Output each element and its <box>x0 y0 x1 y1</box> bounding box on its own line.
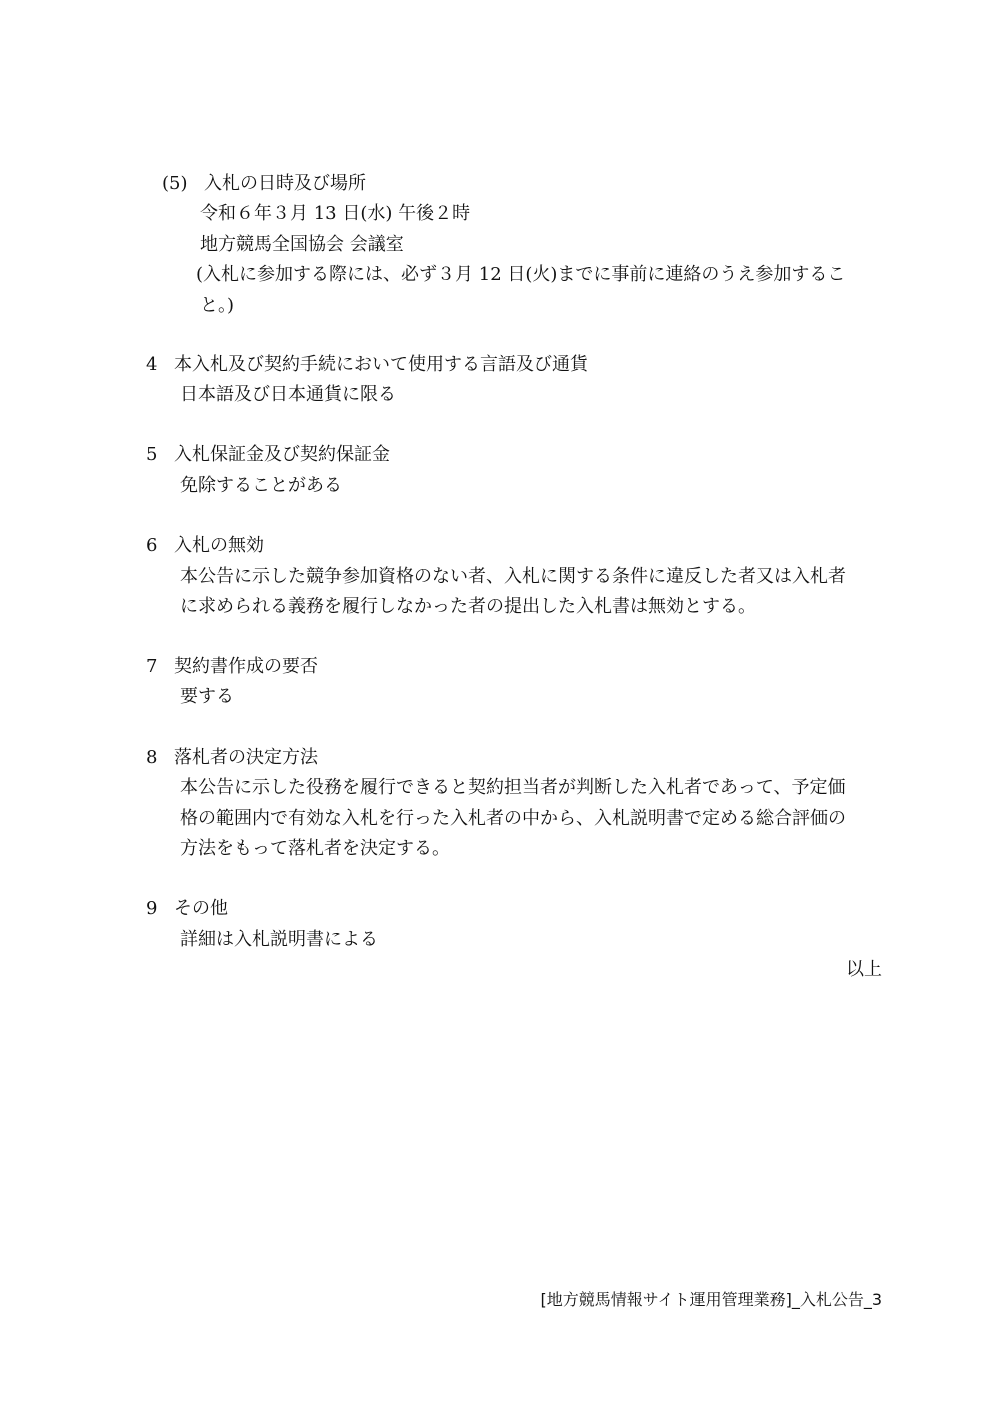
section-number: 4 <box>146 354 158 375</box>
section-number: 7 <box>146 656 158 677</box>
section-number: 5 <box>146 444 158 465</box>
body-line: と。) <box>200 295 235 316</box>
page-footer: [地方競馬情報サイト運用管理業務]_入札公告_3 <box>540 1290 882 1309</box>
body-line: 日本語及び日本通貨に限る <box>180 384 396 405</box>
body-line: 要する <box>180 686 234 707</box>
closing-mark: 以上 <box>846 959 882 980</box>
body-line: に求められる義務を履行しなかった者の提出した入札書は無効とする。 <box>180 596 756 617</box>
body-line: (入札に参加する際には、必ず３月 12 日(火)までに事前に連絡のうえ参加するこ <box>196 264 846 285</box>
body-line: 詳細は入札説明書による <box>180 929 378 950</box>
section-number: 6 <box>146 535 158 556</box>
body-line: 地方競馬全国協会 会議室 <box>200 234 404 255</box>
section-heading: 本入札及び契約手続において使用する言語及び通貨 <box>174 354 588 375</box>
subsection-number: (5) <box>162 173 188 194</box>
body-line: 格の範囲内で有効な入札を行った入札者の中から、入札説明書で定める総合評価の <box>180 808 846 829</box>
body-line: 令和６年３月 13 日(水) 午後２時 <box>200 203 471 224</box>
section-heading: その他 <box>174 898 228 919</box>
section-number: 9 <box>146 898 158 919</box>
subsection-heading: 入札の日時及び場所 <box>204 173 366 194</box>
section-heading: 入札保証金及び契約保証金 <box>174 444 390 465</box>
section-heading: 入札の無効 <box>174 535 264 556</box>
body-line: 免除することがある <box>180 475 342 496</box>
section-heading: 落札者の決定方法 <box>174 747 318 768</box>
section-heading: 契約書作成の要否 <box>174 656 318 677</box>
body-line: 本公告に示した役務を履行できると契約担当者が判断した入札者であって、予定価 <box>180 777 846 798</box>
body-line: 方法をもって落札者を決定する。 <box>180 838 450 859</box>
body-line: 本公告に示した競争参加資格のない者、入札に関する条件に違反した者又は入札者 <box>180 566 846 587</box>
section-number: 8 <box>146 747 158 768</box>
